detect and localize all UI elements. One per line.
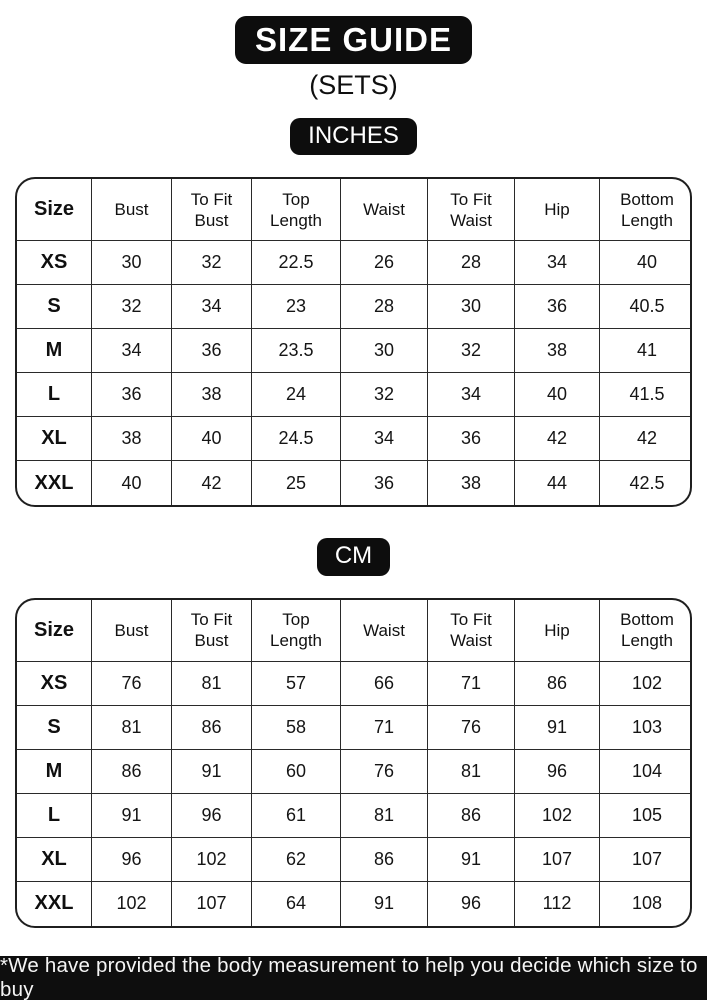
value-cell: 76 <box>341 750 428 794</box>
value-cell: 86 <box>428 794 515 838</box>
column-header: Waist <box>341 600 428 662</box>
size-column-header: Size <box>17 600 92 662</box>
size-cell: M <box>17 750 92 794</box>
value-cell: 107 <box>515 838 600 882</box>
column-header: Top Length <box>252 600 341 662</box>
value-cell: 30 <box>341 329 428 373</box>
value-cell: 86 <box>515 662 600 706</box>
size-cell: XXL <box>17 882 92 926</box>
value-cell: 102 <box>515 794 600 838</box>
value-cell: 91 <box>172 750 252 794</box>
value-cell: 32 <box>92 285 172 329</box>
value-cell: 104 <box>600 750 692 794</box>
value-cell: 61 <box>252 794 341 838</box>
value-cell: 24.5 <box>252 417 341 461</box>
column-header: Bottom Length <box>600 179 692 241</box>
size-cell: XS <box>17 662 92 706</box>
value-cell: 34 <box>172 285 252 329</box>
value-cell: 102 <box>600 662 692 706</box>
table-row <box>17 882 692 926</box>
column-header: To Fit Waist <box>428 600 515 662</box>
value-cell: 36 <box>428 417 515 461</box>
column-header: Hip <box>515 179 600 241</box>
value-cell: 91 <box>341 882 428 926</box>
value-cell: 42.5 <box>629 472 665 493</box>
value-cell: 96 <box>172 794 252 838</box>
value-cell: 32 <box>428 329 515 373</box>
value-cell: 112 <box>515 882 600 926</box>
inches-table <box>17 179 692 505</box>
value-cell: 40 <box>172 417 252 461</box>
value-cell: 23.5 <box>252 329 341 373</box>
footer-note: *We have provided the body measurement to help you decide which size to buy <box>0 956 707 1000</box>
column-header: Top Length <box>252 179 341 241</box>
cm-unit-badge: CM <box>317 538 390 575</box>
header-row <box>17 179 692 241</box>
value-cell: 86 <box>172 706 252 750</box>
cm-size-table <box>15 598 692 928</box>
table-row <box>17 417 692 461</box>
value-cell: 62 <box>252 838 341 882</box>
value-cell: 96 <box>515 750 600 794</box>
column-header: Bust <box>92 600 172 662</box>
value-cell: 23 <box>252 285 341 329</box>
inches-size-table <box>15 177 692 507</box>
value-cell: 96 <box>428 882 515 926</box>
inches-unit-badge: INCHES <box>290 118 417 155</box>
value-cell: 26 <box>341 241 428 285</box>
value-cell: 24 <box>252 373 341 417</box>
value-cell: 102 <box>172 838 252 882</box>
size-cell: XXL <box>17 461 92 505</box>
column-header: Waist <box>341 179 428 241</box>
value-cell: 40 <box>600 241 692 285</box>
value-cell: 105 <box>600 794 692 838</box>
value-cell: 36 <box>341 461 428 505</box>
table-row <box>17 662 692 706</box>
value-cell: 40 <box>515 373 600 417</box>
value-cell: 25 <box>252 461 341 505</box>
value-cell: 108 <box>631 893 663 914</box>
column-header: To Fit Bust <box>172 600 252 662</box>
value-cell: 91 <box>428 838 515 882</box>
value-cell: 102 <box>92 882 172 926</box>
size-cell: L <box>17 373 92 417</box>
value-cell: 76 <box>92 662 172 706</box>
value-cell: 34 <box>341 417 428 461</box>
value-cell: 107 <box>172 882 252 926</box>
value-cell: 86 <box>92 750 172 794</box>
value-cell: 40 <box>92 461 172 505</box>
value-cell: 81 <box>341 794 428 838</box>
cm-table <box>17 600 692 926</box>
column-header: To Fit Bust <box>172 179 252 241</box>
value-cell: 44 <box>515 461 600 505</box>
table-row <box>17 241 692 285</box>
value-cell: 91 <box>92 794 172 838</box>
table-row <box>17 706 692 750</box>
value-cell: 36 <box>172 329 252 373</box>
size-cell: XL <box>17 838 92 882</box>
table-row <box>17 750 692 794</box>
column-header: Bust <box>92 179 172 241</box>
value-cell: 66 <box>341 662 428 706</box>
table-row <box>17 461 692 505</box>
value-cell: 32 <box>172 241 252 285</box>
column-header: Hip <box>515 600 600 662</box>
value-cell: 60 <box>252 750 341 794</box>
size-cell: S <box>17 706 92 750</box>
value-cell: 42 <box>600 417 692 461</box>
value-cell: 86 <box>341 838 428 882</box>
size-cell: XL <box>17 417 92 461</box>
value-cell: 30 <box>92 241 172 285</box>
value-cell: 34 <box>428 373 515 417</box>
value-cell: 40.5 <box>600 285 692 329</box>
value-cell: 36 <box>92 373 172 417</box>
value-cell: 28 <box>341 285 428 329</box>
value-cell: 58 <box>252 706 341 750</box>
value-cell: 76 <box>428 706 515 750</box>
value-cell: 96 <box>92 838 172 882</box>
value-cell: 32 <box>341 373 428 417</box>
value-cell: 38 <box>515 329 600 373</box>
value-cell: 81 <box>92 706 172 750</box>
size-cell: S <box>17 285 92 329</box>
size-cell: L <box>17 794 92 838</box>
column-header: Bottom Length <box>600 600 692 662</box>
value-cell: 103 <box>600 706 692 750</box>
value-cell: 38 <box>428 461 515 505</box>
value-cell: 81 <box>428 750 515 794</box>
value-cell: 41.5 <box>600 373 692 417</box>
page-title: SIZE GUIDE <box>235 16 472 64</box>
value-cell: 57 <box>252 662 341 706</box>
value-cell: 22.5 <box>252 241 341 285</box>
value-cell: 71 <box>341 706 428 750</box>
header-row <box>17 600 692 662</box>
table-row <box>17 373 692 417</box>
value-cell: 71 <box>428 662 515 706</box>
value-cell: 107 <box>600 838 692 882</box>
size-cell: XS <box>17 241 92 285</box>
value-cell: 34 <box>515 241 600 285</box>
value-cell: 42 <box>172 461 252 505</box>
size-column-header: Size <box>17 179 92 241</box>
table-row <box>17 285 692 329</box>
value-cell: 34 <box>92 329 172 373</box>
value-cell: 41 <box>600 329 692 373</box>
table-row <box>17 794 692 838</box>
table-row <box>17 838 692 882</box>
value-cell: 64 <box>252 882 341 926</box>
column-header: To Fit Waist <box>428 179 515 241</box>
value-cell: 38 <box>172 373 252 417</box>
value-cell: 42 <box>515 417 600 461</box>
table-row <box>17 329 692 373</box>
value-cell: 30 <box>428 285 515 329</box>
value-cell: 81 <box>172 662 252 706</box>
value-cell: 36 <box>515 285 600 329</box>
page-subtitle: (SETS) <box>309 70 398 100</box>
size-cell: M <box>17 329 92 373</box>
value-cell: 28 <box>428 241 515 285</box>
value-cell: 38 <box>92 417 172 461</box>
value-cell: 91 <box>515 706 600 750</box>
